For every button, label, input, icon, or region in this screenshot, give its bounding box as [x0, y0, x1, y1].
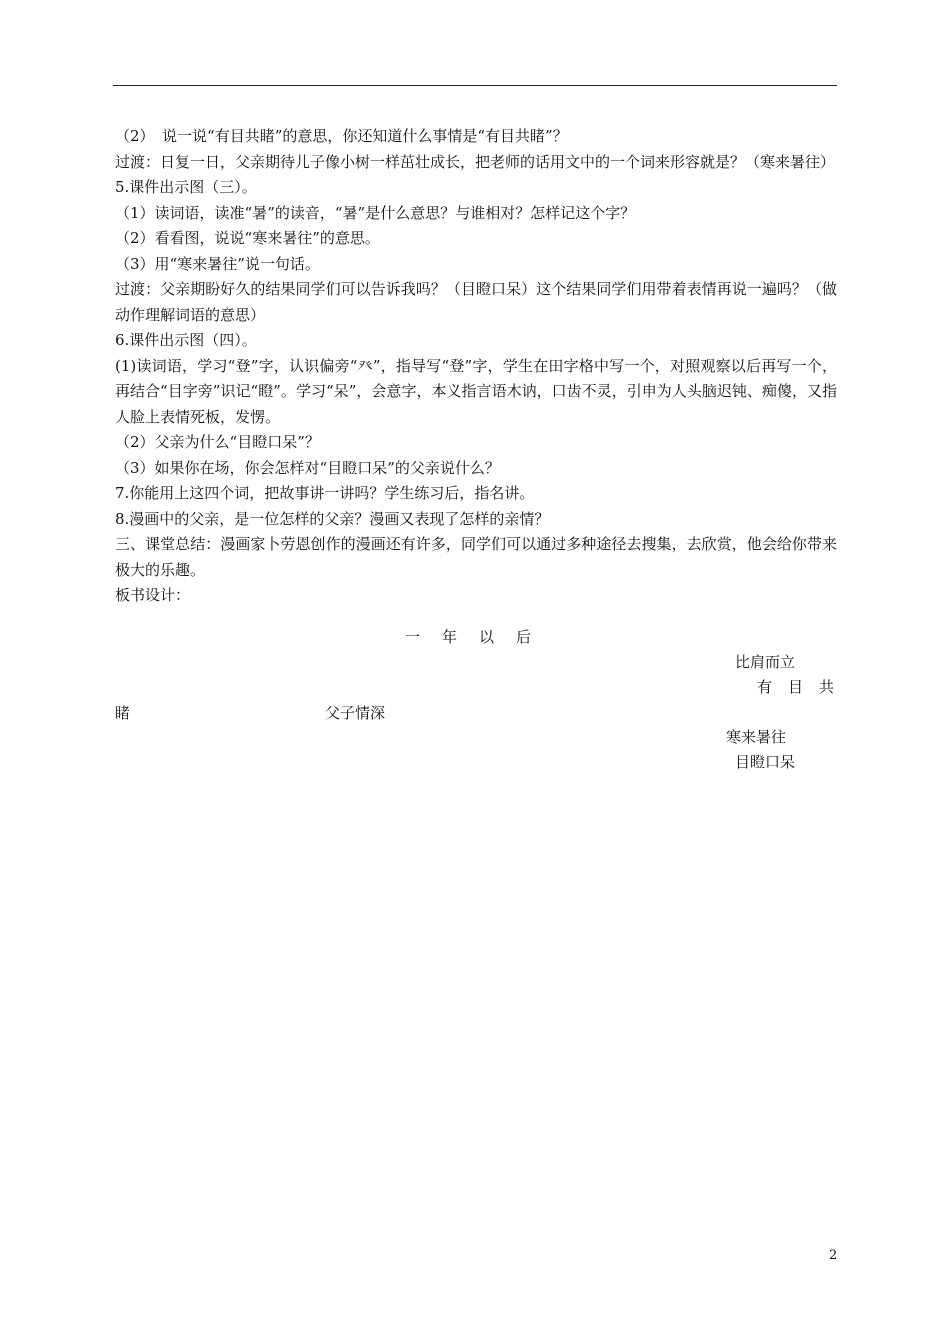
text-line-3: 5.课件出示图（三）。	[115, 178, 257, 196]
text-line-12: 7.你能用上这四个词，把故事讲一讲吗？学生练习后，指名讲。	[115, 484, 535, 502]
text-paragraph-9: (1)读词语，学习“登”字，认识偏旁“癶”，指导写“登”字，学生在田字格中写一个，对照观察以后再写一个，再结合“目字旁”识记“瞪”。学习“呆”，会意字，本义指言语木讷，口齿不灵，引申为人头脑迟钝、痴傻，又指人脸上表情死板，发愣。	[115, 356, 837, 426]
board-title: 一年以后	[405, 628, 554, 646]
text-line-5: （2）看看图，说说“寒来暑往”的意思。	[115, 229, 380, 247]
text-paragraph-7: 过渡：父亲期盼好久的结果同学们可以告诉我吗？（目瞪口呆）这个结果同学们用带着表情再说一遍吗？（做动作理解词语的意思）	[115, 280, 837, 324]
text-line-8: 6.课件出示图（四）。	[115, 331, 257, 349]
text-paragraph-14: 三、课堂总结：漫画家卜劳恩创作的漫画还有许多，同学们可以通过多种途径去搜集，去欣赏，他会给你带来极大的乐趣。	[115, 535, 837, 579]
page-number: 2	[829, 1248, 838, 1263]
board-center-label: 父子情深	[325, 704, 386, 722]
text-line-4: （1）读词语，读准“暑”的读音，“暑”是什么意思？与谁相对？怎样记这个字？	[115, 203, 636, 222]
board-item-2-part2: 睹	[115, 704, 131, 722]
document-body	[115, 124, 837, 609]
text-line-13: 8.漫画中的父亲，是一位怎样的父亲？漫画又表现了怎样的亲情？	[115, 509, 550, 528]
text-line-10: （2）父亲为什么“目瞪口呆”？	[115, 433, 320, 451]
header-rule	[113, 85, 837, 86]
board-item-1: 比肩而立	[735, 653, 796, 671]
board-design-label: 板书设计：	[115, 586, 191, 604]
text-line-6: （3）用“寒来暑往”说一句话。	[115, 254, 320, 273]
board-item-3: 寒来暑往	[726, 728, 787, 746]
board-item-2-part1: 有目共	[757, 678, 851, 696]
text-line-11: （3）如果你在场，你会怎样对“目瞪口呆”的父亲说什么？	[115, 458, 500, 477]
text-paragraph-2: 过渡：日复一日，父亲期待儿子像小树一样茁壮成长，把老师的话用文中的一个词来形容就是？（寒来暑往）	[115, 152, 836, 171]
text-line-1: （2） 说一说“有目共睹”的意思，你还知道什么事情是“有目共睹”？	[115, 127, 568, 145]
board-item-4: 目瞪口呆	[735, 753, 796, 771]
